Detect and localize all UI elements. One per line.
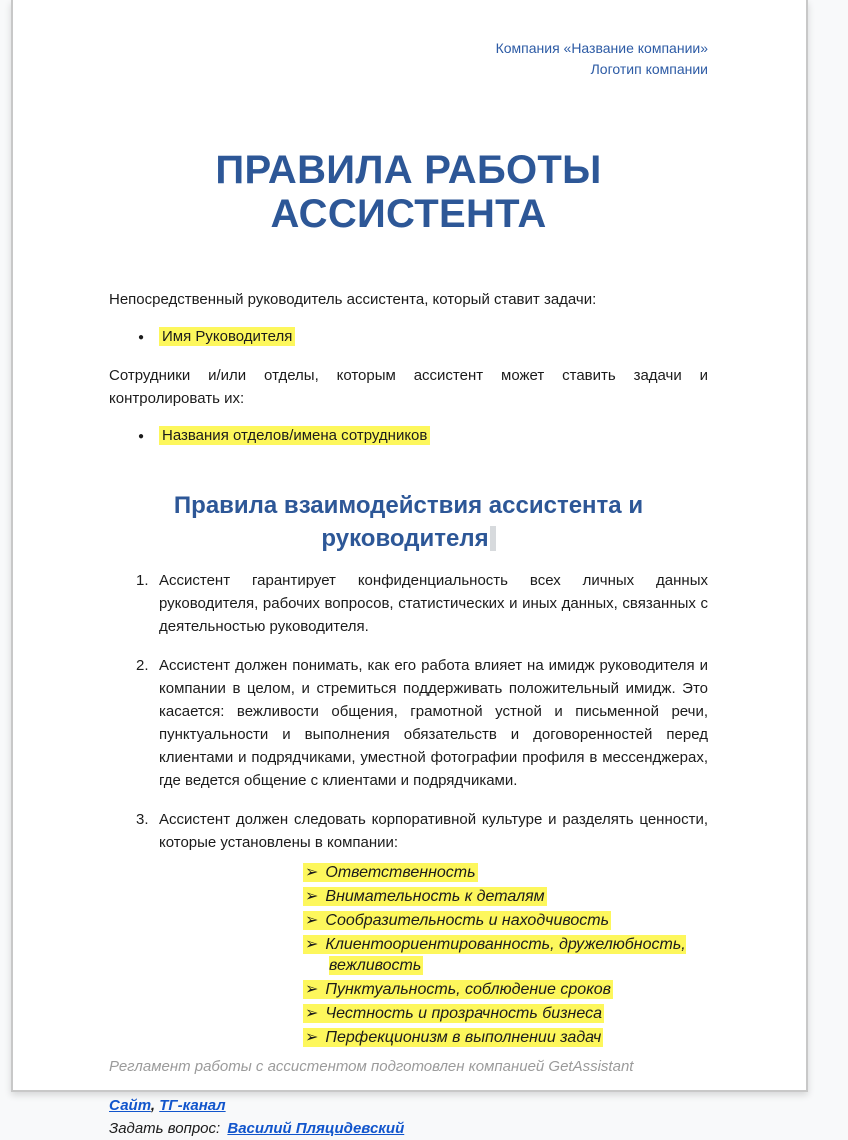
- list-item: [109, 325, 708, 348]
- arrow-bullet-icon: ➢: [305, 888, 319, 905]
- site-link[interactable]: Сайт: [109, 1097, 151, 1114]
- manager-bullet-list: [109, 325, 708, 348]
- links-separator: ,: [150, 1097, 160, 1114]
- rule-item: [109, 808, 708, 854]
- rule-text: Ассистент должен понимать, как его работа влияет на имидж руководителя и компании в целом, и стремиться поддерживать положительный имидж. Это касается: вежливости общения, грамотной устной и письменной речи, пунктуальности и выполнения обязательств и договоренностей перед клиентами и подрядчиками, уместной фотографии профиля в мессенджерах, где ведется общение с клиентами и подрядчиками.: [159, 657, 708, 789]
- rule-number: 1.: [136, 572, 149, 589]
- value-item: [109, 1027, 708, 1048]
- ask-question-line: [109, 1118, 708, 1140]
- rule-number: 3.: [136, 811, 149, 828]
- rule-text: Ассистент должен следовать корпоративной культуре и разделять ценности, которые установлены в компании:: [159, 811, 708, 851]
- rules-list: [109, 569, 708, 854]
- arrow-bullet-icon: ➢: [305, 936, 319, 953]
- value-item: [109, 934, 708, 976]
- value-text: Пунктуальность, соблюдение сроков: [325, 981, 611, 998]
- value-item: [109, 862, 708, 883]
- footer-links-line: [109, 1095, 708, 1117]
- value-text: Клиентоориентированность, дружелюбность, вежливость: [325, 936, 686, 974]
- contact-person-link[interactable]: Василий Пляцидевский: [227, 1120, 405, 1137]
- company-name-line: Компания «Название компании»: [495, 40, 708, 56]
- value-item: [109, 910, 708, 931]
- document-title: ПРАВИЛА РАБОТЫ АССИСТЕНТА: [215, 148, 602, 236]
- rule-item: [109, 569, 708, 638]
- value-text: Внимательность к деталям: [325, 888, 545, 905]
- bullet-marker-icon: ●: [138, 431, 145, 442]
- page-header: [109, 38, 708, 80]
- manager-name-placeholder: Имя Руководителя: [159, 327, 295, 346]
- value-item: [109, 886, 708, 907]
- list-item: [109, 424, 708, 447]
- value-text: Ответственность: [325, 864, 476, 881]
- manager-intro-paragraph: Непосредственный руководитель ассистента, который ставит задачи:: [109, 291, 597, 308]
- arrow-bullet-icon: ➢: [305, 1005, 319, 1022]
- staff-names-placeholder: Названия отделов/имена сотрудников: [159, 426, 430, 445]
- rule-number: 2.: [136, 657, 149, 674]
- rule-text: Ассистент гарантирует конфиденциальность всех личных данных руководителя, рабочих вопросов, статистических и иных данных, связанных с деятельностью руководителя.: [159, 572, 708, 635]
- section-heading: [109, 489, 708, 555]
- staff-bullet-list: [109, 424, 708, 447]
- value-item: [109, 979, 708, 1000]
- credit-line: Регламент работы с ассистентом подготовлен компанией GetAssistant: [109, 1058, 634, 1075]
- company-logo-line: Логотип компании: [590, 61, 708, 77]
- text-cursor: [490, 526, 496, 551]
- tg-channel-link[interactable]: ТГ-канал: [159, 1097, 226, 1114]
- value-item: [109, 1003, 708, 1024]
- staff-intro-paragraph: Сотрудники и/или отделы, которым ассистент может ставить задачи и контролировать их:: [109, 367, 708, 407]
- rule-item: [109, 654, 708, 792]
- bullet-marker-icon: ●: [138, 332, 145, 343]
- arrow-bullet-icon: ➢: [305, 864, 319, 881]
- section-heading-text: Правила взаимодействия ассистента и руководителя: [173, 492, 644, 552]
- value-text: Сообразительность и находчивость: [325, 912, 609, 929]
- document-page: [11, 0, 808, 1137]
- arrow-bullet-icon: ➢: [305, 981, 319, 998]
- value-text: Перфекционизм в выполнении задач: [325, 1029, 602, 1046]
- values-list: [109, 862, 708, 1048]
- value-text: Честность и прозрачность бизнеса: [325, 1005, 602, 1022]
- arrow-bullet-icon: ➢: [305, 912, 319, 929]
- arrow-bullet-icon: ➢: [305, 1029, 319, 1046]
- ask-question-label: Задать вопрос:: [109, 1120, 221, 1137]
